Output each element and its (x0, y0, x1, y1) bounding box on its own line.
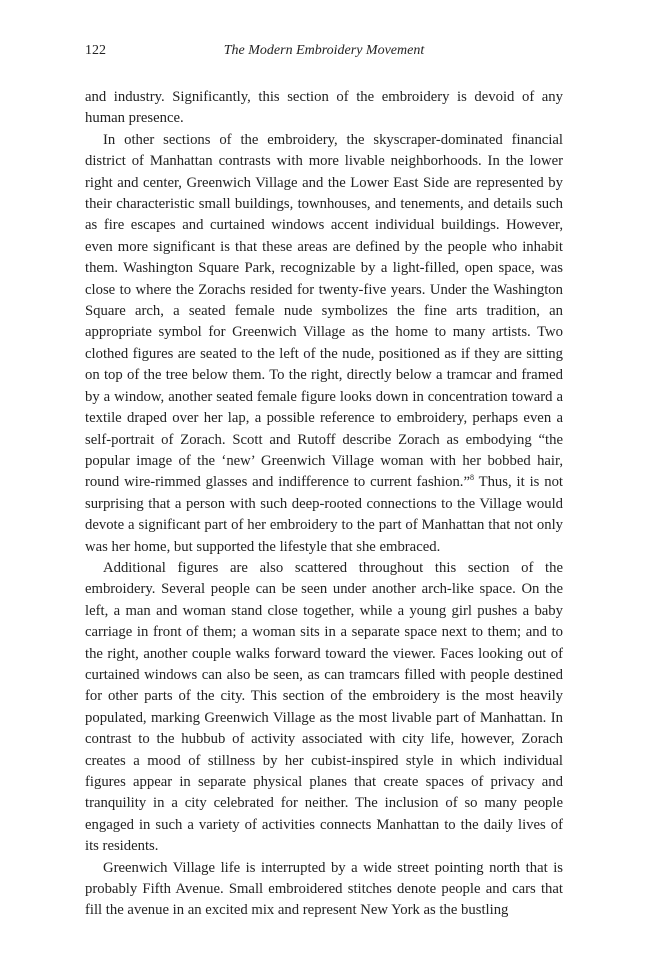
body-text (85, 87, 563, 922)
book-page (85, 40, 563, 922)
paragraph-continuation: and industry. Significantly, this section of the embroidery is devoid of any human presence. (85, 89, 563, 127)
running-head (85, 40, 563, 62)
paragraph-text: In other sections of the embroidery, the skyscraper-dominated financial district of Manhattan contrasts with more livable neighborhoods. In the lower right and center, Greenwich Village and the Lower East Side are represented by their characteristic small buildings, townhouses, and tenements, and details such as fire escapes and curtained windows accent individual buildings. However, even more significant is that these areas are defined by the people who inhabit them. Washington Square Park, recognizable by a light-filled, open space, was close to where the Zorachs resided for twenty-five years. Under the Washington Square arch, a seated female nude symbolizes the fine arts tradition, an appropriate symbol for Greenwich Village as the home to many artists. Two clothed figures are seated to the left of the nude, positioned as if they are sitting on top of the tree below them. To the right, directly below a tramcar and framed by a window, another seated female figure looks down in concentration toward a textile draped over her lap, a possible reference to embroidery, perhaps even a self-portrait of Zorach. Scott and Rutoff describe Zorach as embodying “the popular image of the ‘new’ Greenwich Village woman with her bobbed hair, round wire-rimmed glasses and indifference to current fashion.” (85, 131, 563, 491)
paragraph-additional-figures: Additional figures are also scattered throughout this section of the embroidery. Several people can be seen under another arch-like space. On the left, a man and woman stand close together, while a young girl pushes a baby carriage in front of them; a woman sits in a separate space next to them; and to the right, another couple walks forward toward the viewer. Faces looking out of curtained windows can also be seen, as can tramcars filled with people destined for other parts of the city. This section of the embroidery is the most heavily populated, marking Greenwich Village as the most livable part of Manhattan. In contrast to the hubbub of activity associated with city life, however, Zorach creates a mood of stillness by her cubist-inspired style in which individual figures appear in separate physical planes that create spaces of privacy and tranquility in a city celebrated for neither. The inclusion of so many people engaged in such a variety of activities connects Manhattan to the daily lives of its residents. (85, 559, 563, 855)
running-title: The Modern Embroidery Movement (223, 43, 425, 58)
paragraph-text-continued: Thus, it is not surprising that a person with such deep-rooted connections to the Village would devote a significant part of her embroidery to the part of Manhattan that not only was her home, but supported the lifestyle that she embraced. (85, 474, 564, 555)
page-number: 122 (85, 43, 106, 58)
paragraph-fifth-avenue: Greenwich Village life is interrupted by a wide street pointing north that is probably Fifth Avenue. Small embroidered stitches denote people and cars that fill the avenue in an excited mix and represent New York as the bustling (85, 859, 563, 919)
footnote-marker: 8 (470, 473, 474, 483)
paragraph-greenwich-village (85, 130, 563, 558)
